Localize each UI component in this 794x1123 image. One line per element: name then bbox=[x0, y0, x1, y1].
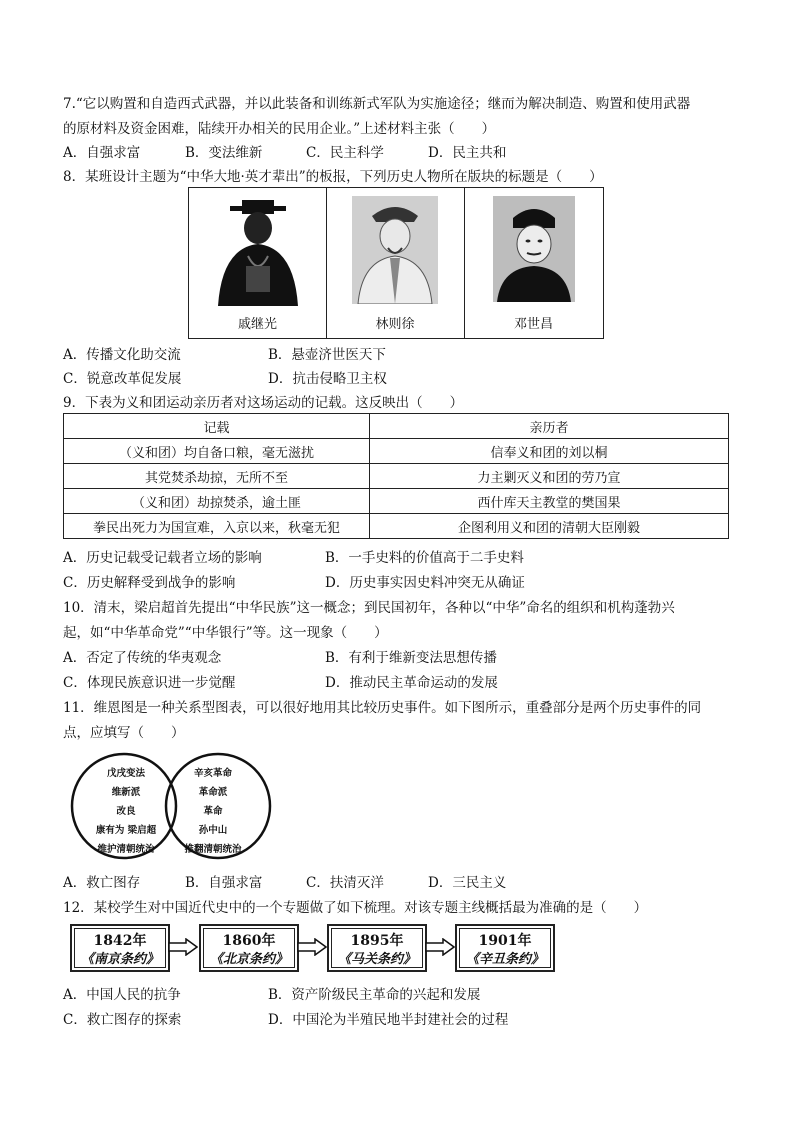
venn-left-labels bbox=[95, 764, 157, 859]
header-witness: 亲历者 bbox=[370, 414, 729, 439]
timeline-box-1842 bbox=[70, 924, 170, 972]
venn-left-item: 改良 bbox=[116, 806, 136, 817]
venn-left-item: 维护清朝统治 bbox=[97, 844, 155, 855]
q10-option-c: C．体现民族意识进一步觉醒 bbox=[63, 675, 236, 691]
q12-stem: 12．某校学生对中国近代史中的一个专题做了如下梳理。对该专题主线概括最为准确的是（ ） bbox=[63, 900, 648, 916]
q8-option-c: C．锐意改革促发展 bbox=[63, 371, 182, 387]
q9-option-b: B．一手史料的价值高于二手史料 bbox=[325, 550, 524, 566]
q12-option-b: B．资产阶级民主革命的兴起和发展 bbox=[268, 987, 481, 1003]
venn-left-item: 康有为 梁启超 bbox=[95, 825, 157, 836]
timeline-box-1901 bbox=[455, 924, 555, 972]
q8-stem: 8．某班设计主题为“中华大地·英才辈出”的板报，下列历史人物所在版块的标题是（ ） bbox=[63, 169, 603, 185]
q10-option-b: B．有利于维新变法思想传播 bbox=[325, 650, 497, 666]
record-cell: （义和团）劫掠焚杀，逾土匪 bbox=[64, 489, 370, 514]
venn-left-item: 维新派 bbox=[111, 787, 141, 798]
portrait-cell-deng bbox=[464, 188, 603, 338]
timeline-box-1895 bbox=[327, 924, 427, 972]
timeline-arrow-icon bbox=[425, 938, 455, 956]
q9-option-c: C．历史解释受到战争的影响 bbox=[63, 575, 236, 591]
table-header-row bbox=[64, 414, 729, 439]
q12-option-d: D．中国沦为半殖民地半封建社会的过程 bbox=[268, 1012, 509, 1028]
q10-stem-line2: 起，如“中华革命党”“中华银行”等。这一现象（ ） bbox=[63, 625, 388, 641]
header-record: 记载 bbox=[64, 414, 370, 439]
caption-lin-zexu: 林则徐 bbox=[375, 317, 415, 332]
timeline-year: 1860年 bbox=[222, 933, 276, 949]
q7-stem-line1: 7.“它以购置和自造西式武器，并以此装备和训练新式军队为实施途径；继而为解决制造、购置和使用武器 bbox=[63, 96, 691, 112]
table-row bbox=[64, 439, 729, 464]
q10-option-d: D．推动民主革命运动的发展 bbox=[325, 675, 498, 691]
q9-stem: 9．下表为义和团运动亲历者对这场运动的记载。这反映出（ ） bbox=[63, 395, 464, 411]
q7-option-c: C．民主科学 bbox=[306, 145, 384, 161]
q9-option-d: D．历史事实因史料冲突无从确证 bbox=[325, 575, 525, 591]
venn-right-labels bbox=[182, 764, 244, 859]
witness-cell: 企图利用义和团的清朝大臣刚毅 bbox=[370, 514, 729, 539]
witness-cell: 西什库天主教堂的樊国果 bbox=[370, 489, 729, 514]
timeline-treaty: 《南京条约》 bbox=[80, 952, 159, 967]
q8-option-d: D．抗击侵略卫主权 bbox=[268, 371, 387, 387]
venn-right-item: 推翻清朝统治 bbox=[184, 844, 242, 855]
q9-option-a: A．历史记载受记载者立场的影响 bbox=[63, 550, 262, 566]
portrait-deng-shichang bbox=[493, 196, 575, 302]
timeline-arrow-icon bbox=[168, 938, 198, 956]
q7-option-b: B．变法维新 bbox=[185, 145, 263, 161]
q11-option-a: A．救亡图存 bbox=[63, 875, 141, 891]
record-cell: 其党焚杀劫掠，无所不至 bbox=[64, 464, 370, 489]
q12-option-a: A．中国人民的抗争 bbox=[63, 987, 181, 1003]
q9-record-table bbox=[63, 413, 729, 539]
timeline-year: 1901年 bbox=[478, 933, 532, 949]
q11-option-d: D．三民主义 bbox=[428, 875, 507, 891]
portrait-cell-qi bbox=[189, 188, 327, 338]
witness-cell: 力主剿灭义和团的劳乃宣 bbox=[370, 464, 729, 489]
q8-option-b: B．悬壶济世医天下 bbox=[268, 347, 386, 363]
q7-option-a: A．自强求富 bbox=[63, 145, 141, 161]
q11-stem-line2: 点，应填写（ ） bbox=[63, 725, 185, 741]
venn-right-item: 革命 bbox=[203, 806, 223, 817]
q10-stem-line1: 10．清末，梁启超首先提出“中华民族”这一概念；到民国初年，各种以“中华”命名的组织和机构蓬勃兴 bbox=[63, 600, 675, 616]
q8-option-a: A．传播文化助交流 bbox=[63, 347, 181, 363]
q11-stem-line1: 11．维恩图是一种关系型图表，可以很好地用其比较历史事件。如下图所示，重叠部分是两个历史事件的同 bbox=[63, 700, 702, 716]
timeline-treaty: 《辛丑条约》 bbox=[465, 952, 544, 967]
venn-right-item: 孙中山 bbox=[198, 825, 228, 836]
record-cell: （义和团）均自备口粮，毫无滋扰 bbox=[64, 439, 370, 464]
q12-option-c: C．救亡图存的探索 bbox=[63, 1012, 182, 1028]
q10-option-a: A．否定了传统的华夷观念 bbox=[63, 650, 222, 666]
q7-option-d: D．民主共和 bbox=[428, 145, 507, 161]
timeline-year: 1895年 bbox=[350, 933, 404, 949]
timeline-treaty: 《马关条约》 bbox=[337, 952, 416, 967]
q8-portrait-table bbox=[188, 187, 604, 339]
caption-deng-shichang: 邓世昌 bbox=[513, 317, 553, 332]
timeline-treaty: 《北京条约》 bbox=[209, 952, 288, 967]
venn-right-item: 辛亥革命 bbox=[193, 768, 232, 779]
portrait-lin-zexu bbox=[352, 196, 438, 304]
venn-left-item: 戊戌变法 bbox=[106, 768, 145, 779]
portrait-cell-lin bbox=[326, 188, 465, 338]
table-row bbox=[64, 464, 729, 489]
record-cell: 拳民出死力为国宣难，入京以来，秋毫无犯 bbox=[64, 514, 370, 539]
caption-qi-jiguang: 戚继光 bbox=[237, 317, 277, 332]
witness-cell: 信奉义和团的刘以桐 bbox=[370, 439, 729, 464]
venn-right-item: 革命派 bbox=[198, 787, 228, 798]
portrait-qi-jiguang bbox=[212, 196, 304, 306]
timeline-year: 1842年 bbox=[93, 933, 147, 949]
table-row bbox=[64, 489, 729, 514]
table-row bbox=[64, 514, 729, 539]
q11-option-c: C．扶清灭洋 bbox=[306, 875, 384, 891]
q7-stem-line2: 的原材料及资金困难，陆续开办相关的民用企业。”上述材料主张（ ） bbox=[63, 121, 496, 137]
timeline-arrow-icon bbox=[297, 938, 327, 956]
timeline-box-1860 bbox=[199, 924, 299, 972]
q11-option-b: B．自强求富 bbox=[185, 875, 263, 891]
